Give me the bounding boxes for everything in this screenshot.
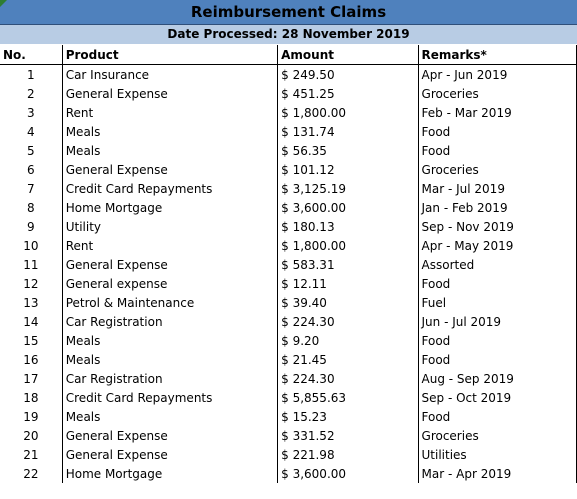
table-row xyxy=(0,103,577,122)
cell-amount[interactable]: $ 249.50 xyxy=(278,65,418,85)
header-amount[interactable]: Amount xyxy=(278,45,418,65)
table-row xyxy=(0,407,577,426)
cell-product[interactable]: Car Insurance xyxy=(62,65,277,85)
table-row xyxy=(0,84,577,103)
cell-amount[interactable]: $ 3,600.00 xyxy=(278,464,418,483)
cell-no[interactable]: 21 xyxy=(23,447,39,462)
cell-no[interactable]: 4 xyxy=(27,124,35,139)
cell-no[interactable]: 14 xyxy=(23,314,39,329)
table-row xyxy=(0,426,577,445)
cell-no[interactable]: 17 xyxy=(23,371,39,386)
cell-no[interactable]: 20 xyxy=(23,428,39,443)
cell-amount[interactable]: $ 9.20 xyxy=(278,331,418,350)
cell-remarks[interactable]: Groceries xyxy=(418,160,576,179)
table-row xyxy=(0,274,577,293)
table-row xyxy=(0,331,577,350)
cell-product[interactable]: Rent xyxy=(62,236,277,255)
cell-remarks[interactable]: Groceries xyxy=(418,84,576,103)
cell-remarks[interactable]: Food xyxy=(418,350,576,369)
cell-product[interactable]: Rent xyxy=(62,103,277,122)
table-row xyxy=(0,350,577,369)
cell-remarks[interactable]: Food xyxy=(418,407,576,426)
cell-product[interactable]: Car Registration xyxy=(62,312,277,331)
cell-amount[interactable]: $ 101.12 xyxy=(278,160,418,179)
cell-amount[interactable]: $ 224.30 xyxy=(278,369,418,388)
cell-product[interactable]: Meals xyxy=(62,350,277,369)
header-no[interactable]: No. xyxy=(0,45,62,65)
table-row xyxy=(0,217,577,236)
cell-no[interactable]: 10 xyxy=(23,238,39,253)
cell-remarks[interactable]: Groceries xyxy=(418,426,576,445)
table-row xyxy=(0,122,577,141)
cell-no[interactable]: 1 xyxy=(27,67,35,82)
cell-remarks[interactable]: Aug - Sep 2019 xyxy=(418,369,576,388)
cell-remarks[interactable]: Sep - Oct 2019 xyxy=(418,388,576,407)
header-product[interactable]: Product xyxy=(62,45,277,65)
cell-amount[interactable]: $ 583.31 xyxy=(278,255,418,274)
cell-remarks[interactable]: Mar - Jul 2019 xyxy=(418,179,576,198)
cell-remarks[interactable]: Jun - Jul 2019 xyxy=(418,312,576,331)
cell-no[interactable]: 5 xyxy=(27,143,35,158)
table-row xyxy=(0,293,577,312)
cell-product[interactable]: Utility xyxy=(62,217,277,236)
cell-product[interactable]: Car Registration xyxy=(62,369,277,388)
table-row xyxy=(0,464,577,483)
header-row xyxy=(0,45,577,65)
cell-amount[interactable]: $ 131.74 xyxy=(278,122,418,141)
cell-product[interactable]: General Expense xyxy=(62,160,277,179)
cell-remarks[interactable]: Jan - Feb 2019 xyxy=(418,198,576,217)
cell-amount[interactable]: $ 15.23 xyxy=(278,407,418,426)
cell-no[interactable]: 3 xyxy=(27,105,35,120)
cell-no[interactable]: 22 xyxy=(23,466,39,481)
selection-corner-marker xyxy=(0,0,7,7)
cell-amount[interactable]: $ 56.35 xyxy=(278,141,418,160)
cell-no[interactable]: 7 xyxy=(27,181,35,196)
cell-remarks[interactable]: Feb - Mar 2019 xyxy=(418,103,576,122)
cell-amount[interactable]: $ 1,800.00 xyxy=(278,236,418,255)
cell-product[interactable]: Meals xyxy=(62,141,277,160)
cell-product[interactable]: General Expense xyxy=(62,255,277,274)
cell-amount[interactable]: $ 39.40 xyxy=(278,293,418,312)
sheet-title[interactable]: Reimbursement Claims xyxy=(0,0,577,25)
cell-amount[interactable]: $ 224.30 xyxy=(278,312,418,331)
cell-no[interactable]: 9 xyxy=(27,219,35,234)
cell-remarks[interactable]: Utilities xyxy=(418,445,576,464)
cell-amount[interactable]: $ 3,600.00 xyxy=(278,198,418,217)
cell-product[interactable]: General Expense xyxy=(62,445,277,464)
table-row xyxy=(0,369,577,388)
cell-remarks[interactable]: Food xyxy=(418,331,576,350)
cell-no[interactable]: 15 xyxy=(23,333,39,348)
date-processed[interactable]: Date Processed: 28 November 2019 xyxy=(0,25,577,44)
cell-product[interactable]: Meals xyxy=(62,122,277,141)
header-remarks[interactable]: Remarks* xyxy=(418,45,576,65)
cell-amount[interactable]: $ 331.52 xyxy=(278,426,418,445)
cell-no[interactable]: 6 xyxy=(27,162,35,177)
cell-amount[interactable]: $ 5,855.63 xyxy=(278,388,418,407)
table-row xyxy=(0,141,577,160)
cell-amount[interactable]: $ 21.45 xyxy=(278,350,418,369)
cell-no[interactable]: 8 xyxy=(27,200,35,215)
cell-amount[interactable]: $ 12.11 xyxy=(278,274,418,293)
cell-no[interactable]: 19 xyxy=(23,409,39,424)
table-row xyxy=(0,160,577,179)
cell-amount[interactable]: $ 221.98 xyxy=(278,445,418,464)
cell-amount[interactable]: $ 451.25 xyxy=(278,84,418,103)
cell-remarks[interactable]: Sep - Nov 2019 xyxy=(418,217,576,236)
cell-remarks[interactable]: Food xyxy=(418,274,576,293)
cell-product[interactable]: Credit Card Repayments xyxy=(62,388,277,407)
cell-remarks[interactable]: Apr - May 2019 xyxy=(418,236,576,255)
cell-product[interactable]: General expense xyxy=(62,274,277,293)
cell-product[interactable]: Home Mortgage xyxy=(62,198,277,217)
table-row xyxy=(0,65,577,85)
cell-no[interactable]: 2 xyxy=(27,86,35,101)
cell-no[interactable]: 13 xyxy=(23,295,39,310)
cell-amount[interactable]: $ 3,125.19 xyxy=(278,179,418,198)
cell-remarks[interactable]: Apr - Jun 2019 xyxy=(418,65,576,85)
cell-product[interactable]: Petrol & Maintenance xyxy=(62,293,277,312)
cell-product[interactable]: Meals xyxy=(62,331,277,350)
table-row xyxy=(0,198,577,217)
table-row xyxy=(0,312,577,331)
cell-product[interactable]: General Expense xyxy=(62,84,277,103)
cell-remarks[interactable]: Fuel xyxy=(418,293,576,312)
cell-product[interactable]: Credit Card Repayments xyxy=(62,179,277,198)
claims-table xyxy=(0,45,577,483)
table-row xyxy=(0,445,577,464)
cell-remarks[interactable]: Assorted xyxy=(418,255,576,274)
cell-amount[interactable]: $ 180.13 xyxy=(278,217,418,236)
table-row xyxy=(0,255,577,274)
cell-no[interactable]: 18 xyxy=(23,390,39,405)
cell-remarks[interactable]: Mar - Apr 2019 xyxy=(418,464,576,483)
table-row xyxy=(0,388,577,407)
cell-no[interactable]: 11 xyxy=(23,257,39,272)
cell-remarks[interactable]: Food xyxy=(418,122,576,141)
cell-no[interactable]: 12 xyxy=(23,276,39,291)
cell-remarks[interactable]: Food xyxy=(418,141,576,160)
cell-product[interactable]: Home Mortgage xyxy=(62,464,277,483)
claims-rows xyxy=(0,65,577,484)
table-row xyxy=(0,236,577,255)
cell-no[interactable]: 16 xyxy=(23,352,39,367)
cell-product[interactable]: General Expense xyxy=(62,426,277,445)
cell-product[interactable]: Meals xyxy=(62,407,277,426)
cell-amount[interactable]: $ 1,800.00 xyxy=(278,103,418,122)
table-row xyxy=(0,179,577,198)
